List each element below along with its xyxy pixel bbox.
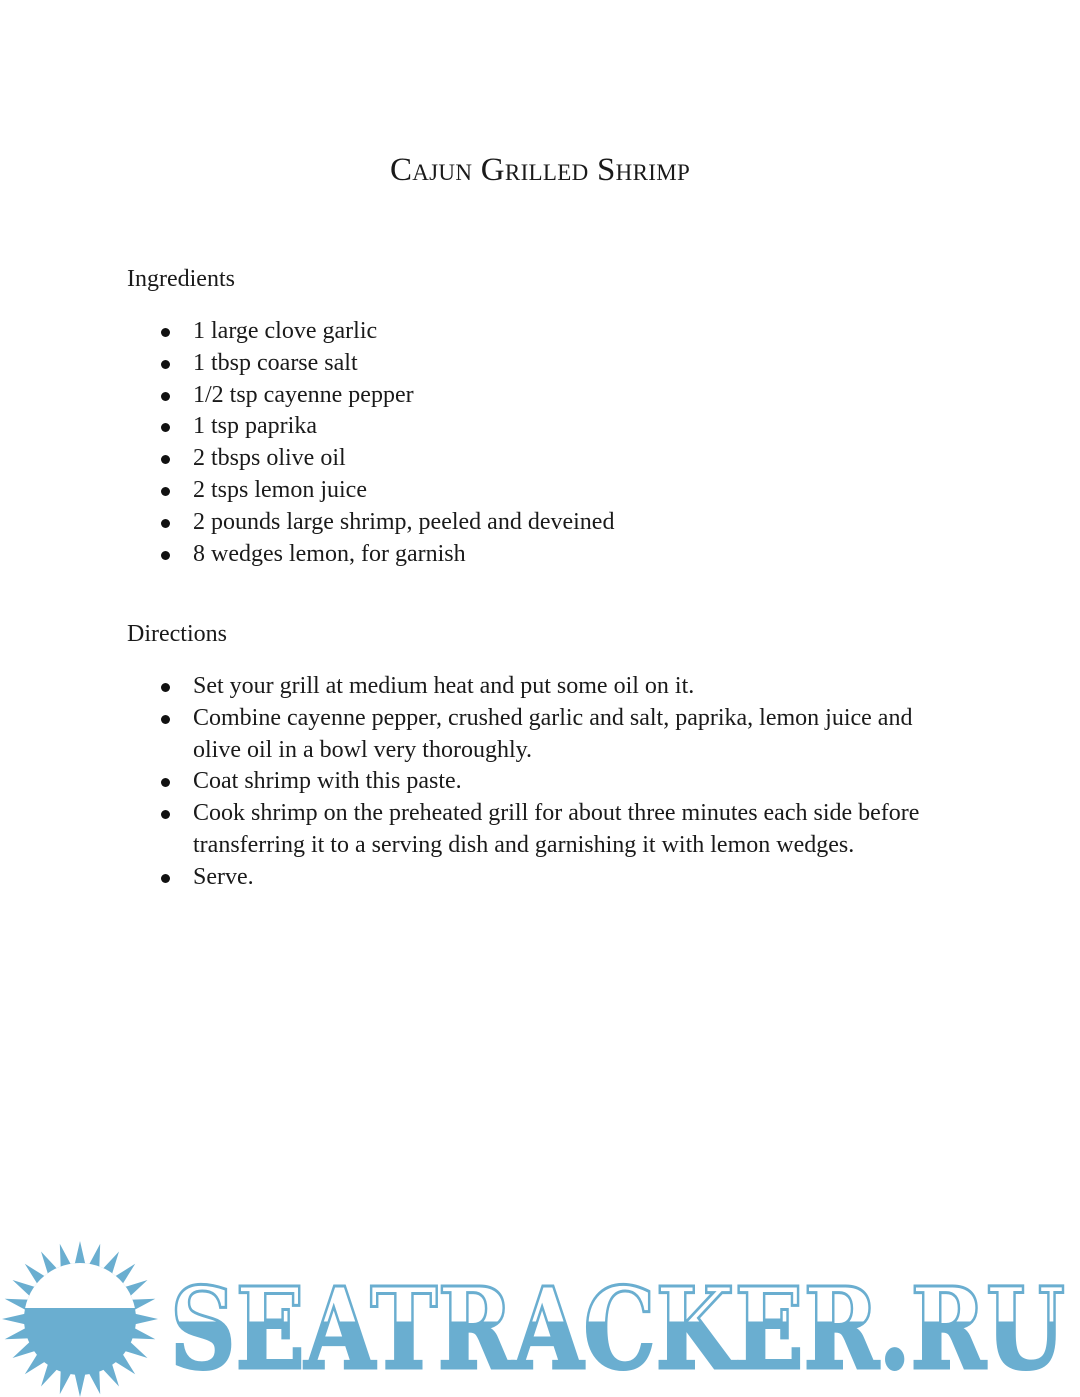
- direction-step: Cook shrimp on the preheated grill for about three minutes each side before transferring it to a serving dish and garnishing it with lemon wedges.: [127, 798, 957, 862]
- ingredient-item: 2 pounds large shrimp, peeled and deveined: [127, 507, 957, 539]
- direction-step: Set your grill at medium heat and put some oil on it.: [127, 671, 957, 703]
- directions-heading: Directions: [127, 621, 227, 647]
- direction-step: Coat shrimp with this paste.: [127, 766, 957, 798]
- ingredient-item: 1 large clove garlic: [127, 316, 957, 348]
- ingredient-item: 2 tsps lemon juice: [127, 475, 957, 507]
- directions-list: [127, 671, 957, 894]
- ingredient-item: 1/2 tsp cayenne pepper: [127, 380, 957, 412]
- ingredient-item: 1 tsp paprika: [127, 411, 957, 443]
- page-title: Cajun Grilled Shrimp: [389, 152, 691, 188]
- ingredient-item: 1 tbsp coarse salt: [127, 348, 957, 380]
- ingredients-heading: Ingredients: [127, 266, 235, 292]
- ingredient-item: 2 tbsps olive oil: [127, 443, 957, 475]
- ingredient-item: 8 wedges lemon, for garnish: [127, 539, 957, 571]
- sun-over-sea-icon: [2, 1241, 158, 1397]
- direction-step: Serve.: [127, 862, 957, 894]
- direction-step: Combine cayenne pepper, crushed garlic and salt, paprika, lemon juice and olive oil in a bowl very thoroughly.: [127, 703, 957, 767]
- ingredients-list: [127, 316, 957, 570]
- watermark-text: SEATRACKER.RU: [170, 1264, 1065, 1395]
- watermark: [0, 1236, 1080, 1397]
